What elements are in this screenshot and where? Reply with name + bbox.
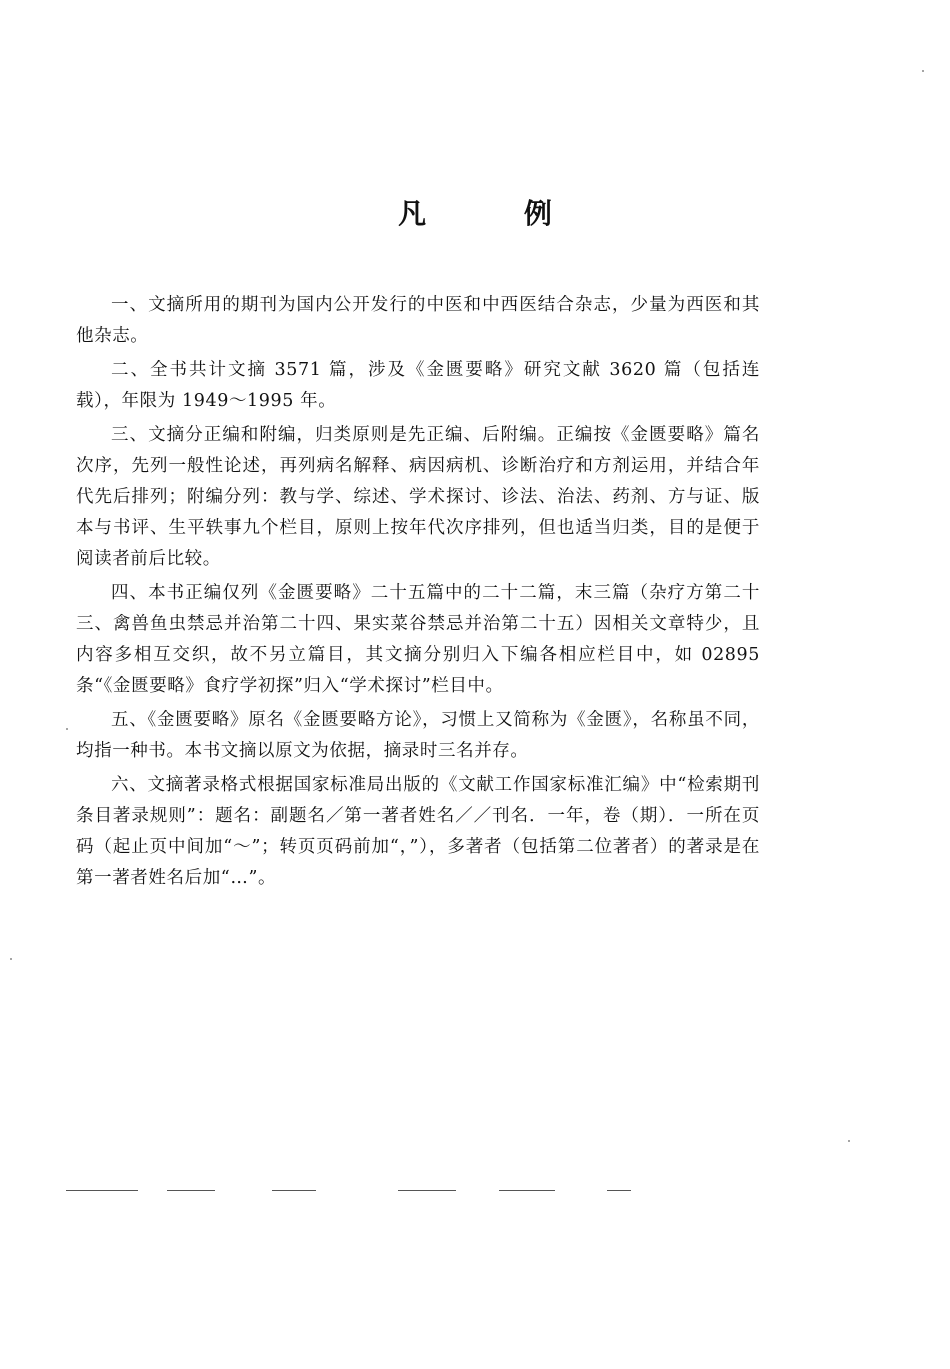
scan-dash: [499, 1190, 555, 1191]
scan-speck: [10, 958, 12, 960]
paragraph-6: 六、文摘著录格式根据国家标准局出版的《文献工作国家标准汇编》中“检索期刊条目著录规则”：题名：副题名／第一著者姓名／／刊名．一年，卷（期）．一所在页码（起止页中间加“～”；转页页码前加“，”），多著者（包括第二位著者）的著录是在第一著者姓名后加“…”。: [76, 775, 760, 888]
scan-artifact-dashes: [0, 1190, 950, 1194]
scan-dash: [167, 1190, 215, 1191]
paragraph-2: 二、全书共计文摘 3571 篇，涉及《金匮要略》研究文献 3620 篇（包括连载），年限为 1949～1995 年。: [76, 360, 760, 411]
scan-speck: [848, 1140, 850, 1142]
scan-speck: [922, 70, 924, 72]
paragraph-4: 四、本书正编仅列《金匮要略》二十五篇中的二十二篇，末三篇（杂疗方第二十三、禽兽鱼虫禁忌并治第二十四、果实菜谷禁忌并治第二十五）因相关文章特少，且内容多相互交织，故不另立篇目，其文摘分别归入下编各相应栏目中，如 02895 条“《金匮要略》食疗学初探”归入“学术探讨”栏目中。: [76, 583, 760, 696]
paragraph-1: 一、文摘所用的期刊为国内公开发行的中医和中西医结合杂志，少量为西医和其他杂志。: [76, 295, 760, 346]
scan-dash: [272, 1190, 316, 1191]
paragraph-3: 三、文摘分正编和附编，归类原则是先正编、后附编。正编按《金匮要略》篇名次序，先列一般性论述，再列病名解释、病因病机、诊断治疗和方剂运用，并结合年代先后排列；附编分列：教与学、综述、学术探讨、诊法、治法、药剂、方与证、版本与书评、生平轶事九个栏目，原则上按年代次序排列，但也适当归类，目的是便于阅读者前后比较。: [76, 425, 760, 569]
scan-dash: [398, 1190, 456, 1191]
scan-speck: [66, 728, 68, 730]
paragraph-5: 五、《金匮要略》原名《金匮要略方论》，习惯上又简称为《金匮》，名称虽不同，均指一种书。本书文摘以原文为依据，摘录时三名并存。: [76, 710, 760, 761]
scan-dash: [607, 1190, 631, 1191]
body-text: [76, 290, 760, 897]
page-title: 凡 例: [398, 197, 596, 230]
scan-dash: [66, 1190, 138, 1191]
